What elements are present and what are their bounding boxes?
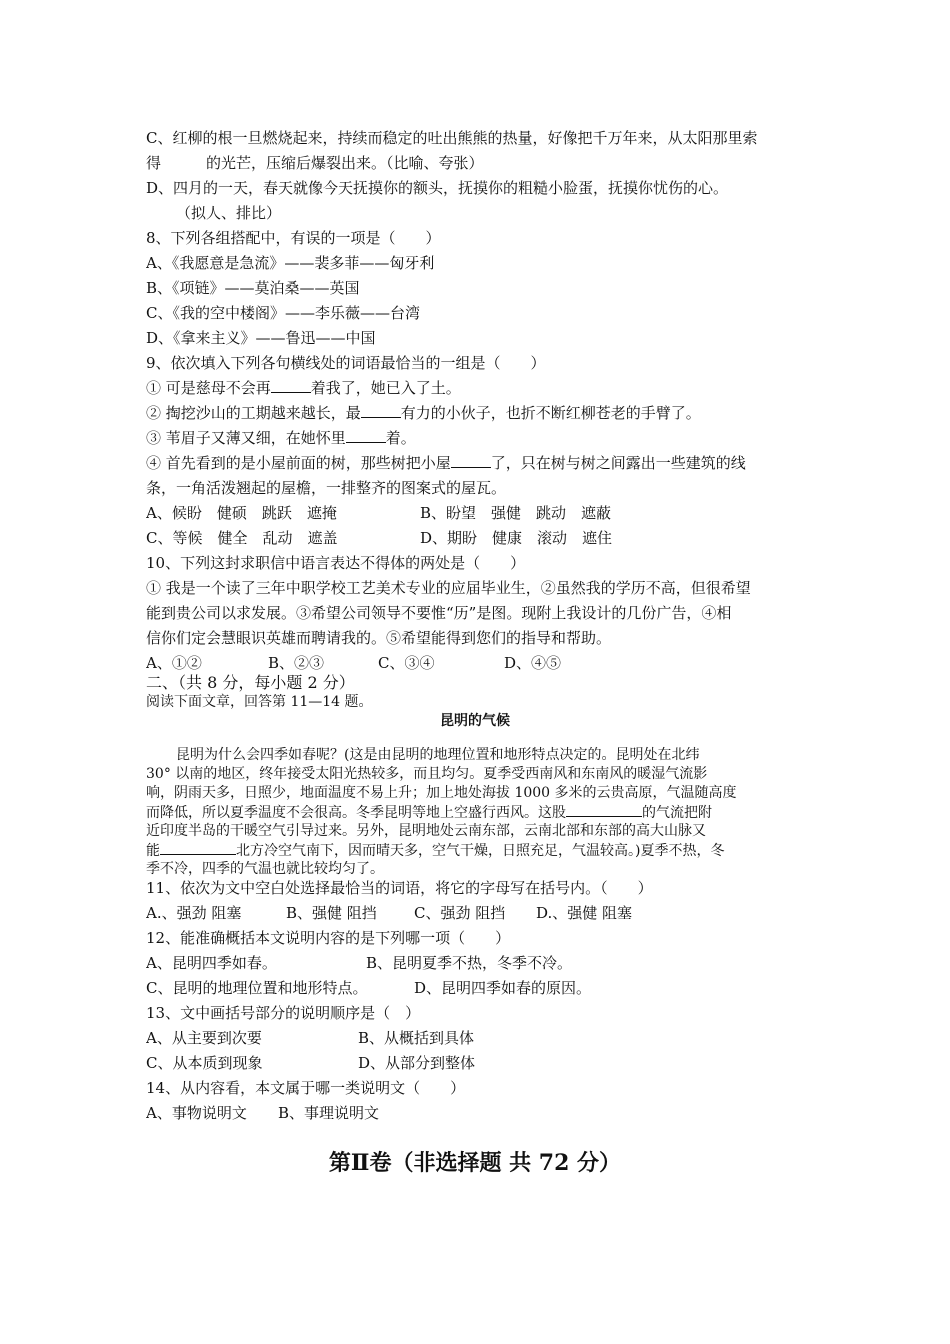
q12-option-b: B、昆明夏季不热，冬季不冷。 xyxy=(366,954,573,972)
q9-s4-pre: ④ 首先看到的是小屋前面的树，那些树把小屋 xyxy=(146,454,451,472)
q11-option-d: D.、强健 阻塞 xyxy=(536,904,633,922)
q7-option-c-line1: C、红柳的根一旦燃烧起来，持续而稳定的吐出熊熊的热量，好像把千万年来，从太阳那里索 xyxy=(146,129,758,147)
q9-option-a: A、候盼 健硕 跳跃 遮掩 xyxy=(146,504,337,522)
q11-stem: 11、依次为文中空白处选择最恰当的词语，将它的字母写在括号内。（ ） xyxy=(146,879,653,897)
fill-blank xyxy=(271,378,311,393)
q13-stem: 13、文中画括号部分的说明顺序是（ ） xyxy=(146,1004,421,1022)
q13-option-a: A、从主要到次要 xyxy=(146,1029,262,1047)
q13-option-b: B、从概括到具体 xyxy=(358,1029,475,1047)
q8-option-a: A、《我愿意是急流》——裴多菲——匈牙利 xyxy=(146,254,435,272)
q13-options-row2 xyxy=(146,1053,816,1073)
q13-option-c: C、从本质到现象 xyxy=(146,1054,263,1072)
fill-blank xyxy=(566,802,642,817)
q10-letter-line3: 信你们定会慧眼识英雄而聘请我的。⑤希望能得到您们的指导和帮助。 xyxy=(146,629,612,647)
q9-s2-post: 有力的小伙子，也折不断红柳苍老的手臂了。 xyxy=(400,404,701,422)
q9-option-b: B、盼望 强健 跳动 遮蔽 xyxy=(420,504,612,522)
fill-blank xyxy=(160,840,236,855)
part2-title: 第Ⅱ卷（非选择题 共 72 分） xyxy=(328,1150,622,1176)
article-line4-post: 的气流把附 xyxy=(642,805,712,821)
q12-options-row1 xyxy=(146,953,816,973)
q12-option-d: D、昆明四季如春的原因。 xyxy=(414,979,592,997)
q7-option-d-line2: （拟人、排比） xyxy=(176,204,282,222)
q8-option-b: B、《项链》——莫泊桑——英国 xyxy=(146,279,360,297)
q10-option-d: D、④⑤ xyxy=(504,654,562,672)
q9-sentence-3 xyxy=(146,428,816,448)
article-title: 昆明的气候 xyxy=(440,713,510,729)
article-line7: 季不冷，四季的气温也就比较均匀了。 xyxy=(146,861,384,877)
q12-option-a: A、昆明四季如春。 xyxy=(146,954,277,972)
q9-option-c: C、等候 健全 乱动 遮盖 xyxy=(146,529,338,547)
q9-sentence-4-line2: 条，一角活泼翘起的屋檐，一排整齐的图案式的屋瓦。 xyxy=(146,479,507,497)
article-line4-pre: 而降低，所以夏季温度不会很高。冬季昆明等地上空盛行西风。这股 xyxy=(146,805,566,821)
q12-stem: 12、能准确概括本文说明内容的是下列哪一项（ ） xyxy=(146,929,511,947)
q13-options-row1 xyxy=(146,1028,816,1048)
q14-stem: 14、从内容看，本文属于哪一类说明文（ ） xyxy=(146,1079,466,1097)
q14-option-b: B、事理说明文 xyxy=(278,1104,380,1122)
q11-option-c: C、强劲 阻挡 xyxy=(414,904,506,922)
q11-option-a: A.、强劲 阻塞 xyxy=(146,904,242,922)
article-line1: 昆明为什么会四季如春呢？(这是由昆明的地理位置和地形特点决定的。昆明处在北纬 xyxy=(176,747,700,763)
q9-options-row2 xyxy=(146,528,816,548)
q9-sentence-4 xyxy=(146,453,816,473)
q11-option-b: B、强健 阻挡 xyxy=(286,904,377,922)
q9-s3-post: 着。 xyxy=(385,429,416,447)
section2-heading: 二、（共 8 分，每小题 2 分） xyxy=(146,673,355,692)
fill-blank xyxy=(451,453,491,468)
q11-options-row xyxy=(146,903,816,923)
q9-s1-post: 着我了，她已入了土。 xyxy=(310,379,461,397)
q8-stem: 8、下列各组搭配中，有误的一项是（ ） xyxy=(146,229,441,247)
q12-option-c: C、昆明的地理位置和地形特点。 xyxy=(146,979,368,997)
q9-s1-pre: ① 可是慈母不会再 xyxy=(146,379,271,397)
article-line6-pre: 能 xyxy=(146,843,160,859)
q10-stem: 10、下列这封求职信中语言表达不得体的两处是（ ） xyxy=(146,554,526,572)
q10-option-c: C、③④ xyxy=(378,654,435,672)
q8-option-c: C、《我的空中楼阁》——李乐薇——台湾 xyxy=(146,304,420,322)
q13-option-d: D、从部分到整体 xyxy=(358,1054,476,1072)
q7-option-d-line1: D、四月的一天，春天就像今天抚摸你的额头，抚摸你的粗糙小脸蛋，抚摸你忧伤的心。 xyxy=(146,179,729,197)
q9-option-d: D、期盼 健康 滚动 遮住 xyxy=(420,529,613,547)
q9-s2-pre: ② 掏挖沙山的工期越来越长，最 xyxy=(146,404,361,422)
q9-s4-post: 了，只在树与树之间露出一些建筑的线 xyxy=(490,454,746,472)
q14-option-a: A、事物说明文 xyxy=(146,1104,247,1122)
fill-blank xyxy=(346,428,386,443)
q10-letter-line1: ① 我是一个读了三年中职学校工艺美术专业的应届毕业生，②虽然我的学历不高，但很希望 xyxy=(146,579,751,597)
q10-letter-line2: 能到贵公司以求发展。③希望公司领导不要惟“历”是图。现附上我设计的几份广告，④相 xyxy=(146,604,732,622)
q7-option-c-line2: 得 的光芒，压缩后爆裂出来。（比喻、夸张） xyxy=(146,154,484,172)
q10-option-a: A、①② xyxy=(146,654,202,672)
q9-sentence-1 xyxy=(146,378,816,398)
article-line5: 近印度半岛的干暖空气引导过来。另外，昆明地处云南东部，云南北部和东部的高大山脉又 xyxy=(146,823,706,839)
section2-instruction: 阅读下面文章，回答第 11—14 题。 xyxy=(146,694,373,710)
article-line6-post: 北方冷空气南下，因而晴天多，空气干燥，日照充足，气温较高。)夏季不热，冬 xyxy=(236,843,725,859)
article-line6 xyxy=(146,840,816,861)
article-line4 xyxy=(146,802,816,823)
q9-options-row1 xyxy=(146,503,816,523)
q9-sentence-2 xyxy=(146,403,816,423)
fill-blank xyxy=(361,403,401,418)
q8-option-d: D、《拿来主义》——鲁迅——中国 xyxy=(146,329,376,347)
q14-options-row xyxy=(146,1103,816,1123)
q9-s3-pre: ③ 苇眉子又薄又细，在她怀里 xyxy=(146,429,346,447)
q10-options-row xyxy=(146,653,816,673)
q9-stem: 9、依次填入下列各句横线处的词语最恰当的一组是（ ） xyxy=(146,354,546,372)
q10-option-b: B、②③ xyxy=(268,654,325,672)
article-line2: 30° 以南的地区，终年接受太阳光热较多，而且均匀。夏季受西南风和东南风的暖湿气流影 xyxy=(146,766,708,782)
q12-options-row2 xyxy=(146,978,816,998)
article-line3: 响，阴雨天多，日照少，地面温度不易上升；加上地处海拔 1000 多米的云贵高原，气温随高度 xyxy=(146,785,737,801)
